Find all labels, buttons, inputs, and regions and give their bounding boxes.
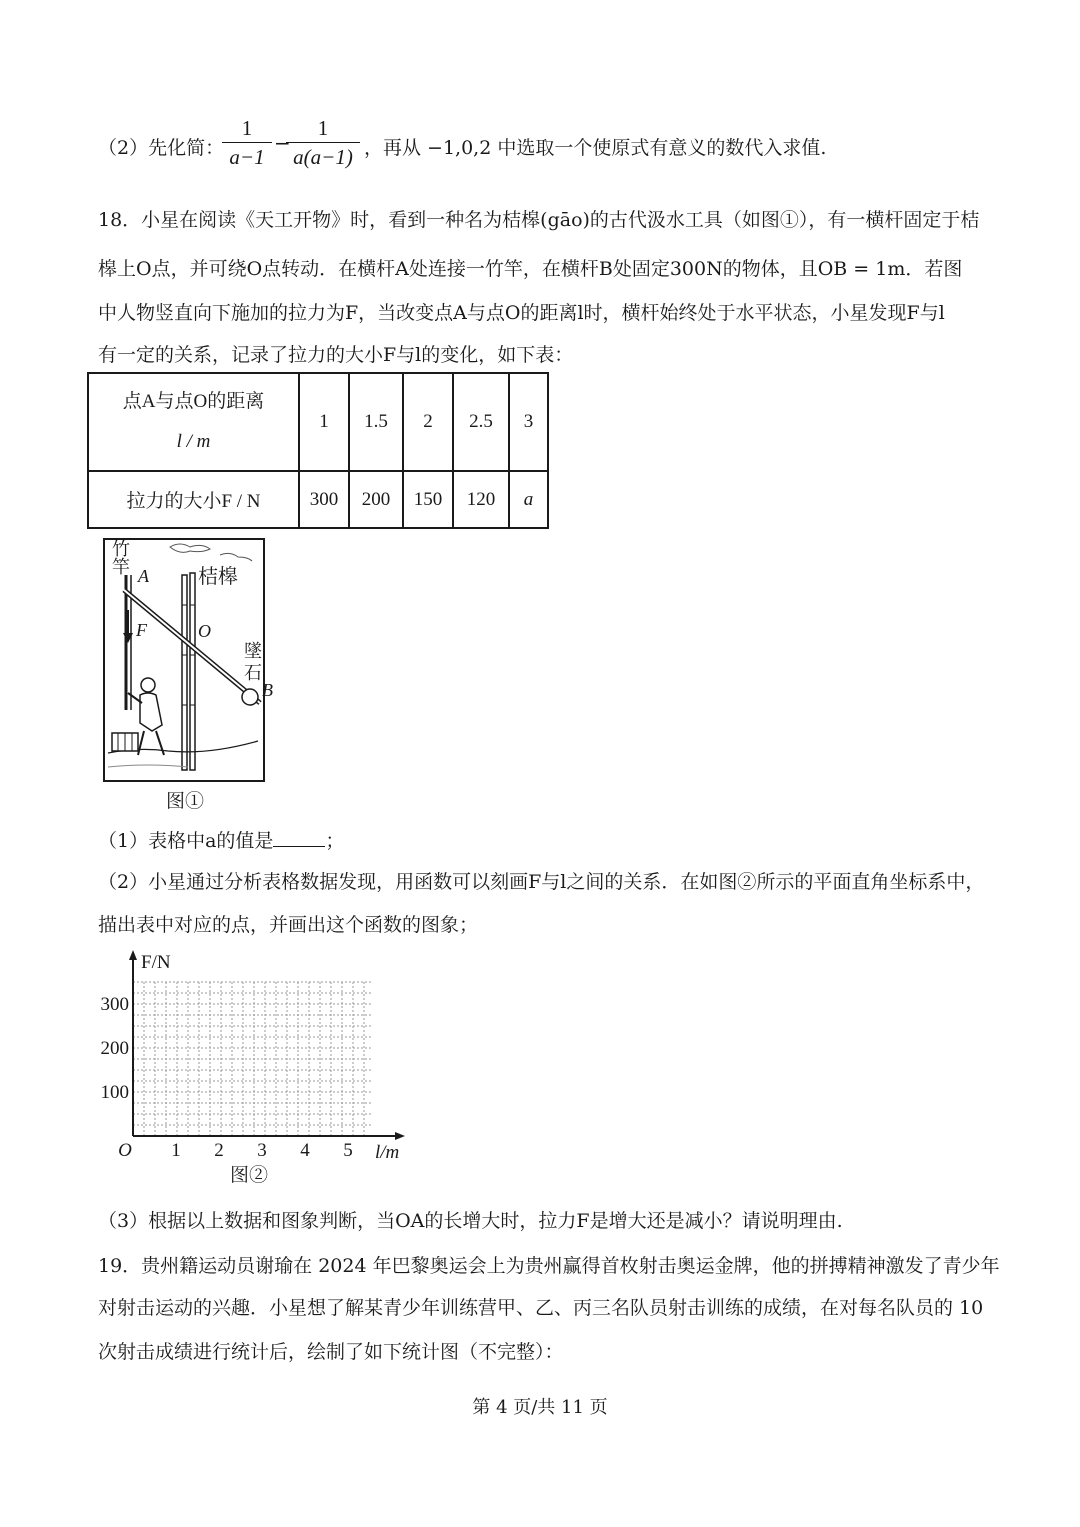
label-stone-2: 石 [244,663,262,684]
q18-line-4: 有一定的关系，记录了拉力的大小F与l的变化，如下表： [98,344,574,366]
table-row [88,373,548,471]
table-cell: 1.5 [349,373,403,471]
q18-part2-line-2: 描出表中对应的点，并画出这个函数的图象； [98,914,479,936]
fraction-1 [222,114,272,171]
figure-1-illustration [100,535,273,785]
x-axis-label: l/m [375,1142,400,1163]
figure-2-caption: 图② [230,1164,269,1186]
q17-part2-prefix: （2）先化简： [98,137,225,159]
table-cell: a [509,471,548,528]
point-a-label: A [138,566,149,586]
minus-sign: − [274,131,291,155]
coordinate-grid [90,948,420,1163]
table-row [88,471,548,528]
point-o-label: O [198,621,211,641]
table-cell: 2 [403,373,453,471]
x-axis-arrow [395,1132,405,1140]
label-gaogao: 桔槔 [198,564,238,588]
answer-blank [273,828,325,847]
y-axis-label: F/N [141,952,171,973]
table-cell: 3 [509,373,548,471]
y-tick-label: 100 [100,1082,129,1103]
table-header-force: 拉力的大小F / N [88,471,299,528]
fraction-2-denominator: a(a−1) [293,145,353,169]
table-cell: 150 [403,471,453,528]
page-footer: 第 4 页/共 11 页 [472,1397,608,1418]
figure-1-caption: 图① [166,790,205,812]
q18-line-1: 18．小星在阅读《天工开物》时，看到一种名为桔槔(gāo)的古代汲水工具（如图①），有一横杆固定于桔 [98,209,980,231]
fraction-2 [286,114,360,171]
origin-label: O [118,1140,132,1161]
force-f-label: F [136,620,147,640]
y-tick-label: 200 [100,1038,129,1059]
table-header-distance: 点A与点O的距离 l / m [88,373,299,471]
x-tick-label: 5 [343,1140,353,1161]
q19-line-3: 次射击成绩进行统计后，绘制了如下统计图（不完整）： [98,1341,564,1363]
table-cell: 120 [453,471,509,528]
table-cell: 1 [299,373,349,471]
q18-part1: （1）表格中a的值是 ； [98,830,345,852]
y-axis-arrow [129,950,137,960]
x-tick-label: 4 [300,1140,310,1161]
q18-part3: （3）根据以上数据和图象判断，当OA的长增大时，拉力F是增大还是减小？请说明理由. [98,1210,843,1232]
q18-line-3: 中人物竖直向下施加的拉力为F，当改变点A与点O的距离l时，横杆始终处于水平状态，小星发现F与l [98,302,945,324]
table-cell: 200 [349,471,403,528]
table-cell: 2.5 [453,373,509,471]
x-tick-label: 1 [171,1140,181,1161]
data-table [87,372,549,529]
q19-line-1: 19．贵州籍运动员谢瑜在 2024 年巴黎奥运会上为贵州赢得首枚射击奥运金牌，他的拼搏精神激发了青少年 [98,1255,1000,1277]
fraction-1-denominator: a−1 [229,145,265,169]
y-tick-label: 300 [100,994,129,1015]
x-tick-label: 3 [257,1140,267,1161]
figure-2-chart [90,948,420,1163]
q18-line-2: 槔上O点，并可绕O点转动．在横杆A处连接一竹竿，在横杆B处固定300N的物体，且OB = 1m．若图 [98,258,963,280]
label-stone-1: 墜 [244,641,262,662]
label-bamboo-1: 竹 [112,539,130,560]
q19-line-2: 对射击运动的兴趣．小星想了解某青少年训练营甲、乙、丙三名队员射击训练的成绩，在对每名队员的 10 [98,1297,984,1319]
q18-part2-line-1: （2）小星通过分析表格数据发现，用函数可以刻画F与l之间的关系．在如图②所示的平面直角坐标系中， [98,871,985,893]
table-cell: 300 [299,471,349,528]
label-bamboo-2: 竿 [112,557,130,578]
q17-part2-suffix: ，再从 −1,0,2 中选取一个使原式有意义的数代入求值. [364,137,827,159]
fraction-1-numerator: 1 [241,116,253,140]
x-tick-label: 2 [214,1140,224,1161]
point-b-label: B [262,680,273,700]
fraction-2-numerator: 1 [317,116,329,140]
